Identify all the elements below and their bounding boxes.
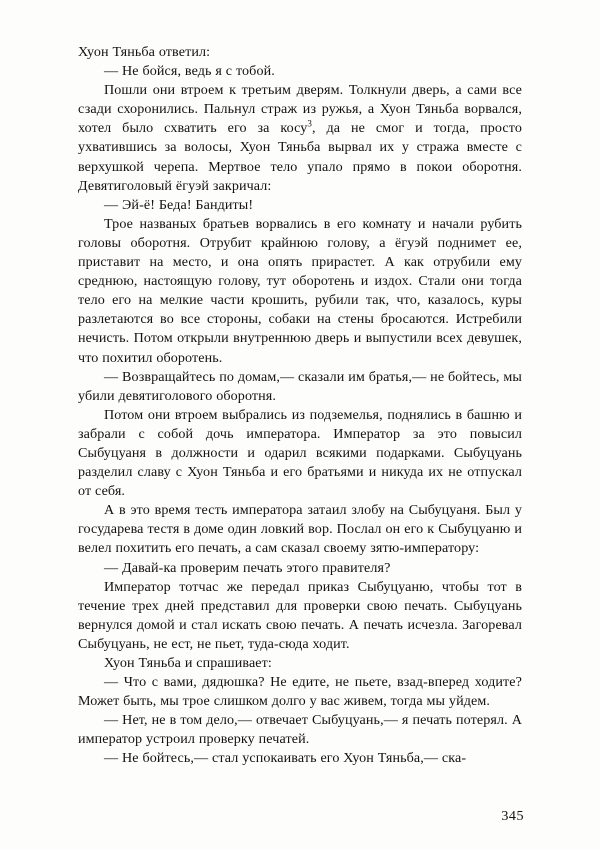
- page-number: 345: [501, 808, 524, 824]
- page-text-block: [78, 43, 522, 769]
- paragraph: — Не бойтесь,— стал успокаивать его Хуон Тяньба,— ска-: [104, 750, 467, 767]
- paragraph-with-footnote: [78, 81, 522, 196]
- paragraph: Потом они втроем выбрались из подземелья, поднялись в башню и забрали с собой дочь императора. Император за это повысил Сыбуцуаня в должности и одарил всякими подарками. Сыбуцуань разделил славу с Хуон Тяньба и его братьями и никуда их не отпускал от себя.: [78, 406, 522, 500]
- paragraph: — Что с вами, дядюшка? Не едите, не пьете, взад-вперед ходите? Может быть, мы трое слишком долго у вас живем, тогда мы уйдем.: [78, 674, 522, 710]
- paragraph: Император тотчас же передал приказ Сыбуцуаню, чтобы тот в течение трех дней представил для проверки свою печать. Сыбуцуань вернулся домой и стал искать свою печать. А печать исчезла. Загоревал Сыбуцуань, не ест, не пьет, туда-сюда ходит.: [78, 578, 522, 652]
- paragraph: — Давай-ка проверим печать этого правителя?: [104, 559, 391, 576]
- paragraph: — Нет, не в том дело,— отвечает Сыбуцуань,— я печать потерял. А император устроил проверку печатей.: [78, 712, 522, 748]
- footnote-marker: 3: [307, 118, 313, 129]
- paragraph: Хуон Тяньба ответил:: [78, 44, 211, 60]
- paragraph: Хуон Тяньба и спрашивает:: [104, 655, 272, 671]
- paragraph: — Не бойся, ведь я с тобой.: [104, 63, 275, 80]
- paragraph-text-continued: , да не смог и тогда, просто ухватившись за волосы, Хуон Тяньба вырвал их у стража вместе с верхушкой черепа. Мертвое тело упало прямо в покои оборотня. Девятиголовый ёгуэй закричал:: [78, 120, 522, 194]
- paragraph-text: Пошли они втроем к третьим дверям. Толкнули дверь, а сами все сзади схоронились. Пальнул страж из ружья, а Хуон Тяньба ворвался, хотел было схватить его за косу: [78, 82, 522, 137]
- paragraph: — Возвращайтесь по домам,— сказали им братья,— не бойтесь, мы убили девятиголового оборотня.: [78, 368, 522, 404]
- paragraph: — Эй-ё! Беда! Бандиты!: [104, 196, 254, 213]
- paragraph: А в это время тесть императора затаил злобу на Сыбуцуаня. Был у государева тестя в доме один ловкий вор. Послал он его к Сыбуцуаню и велел похитить его печать, а сам сказал своему зятю-императору:: [78, 502, 522, 557]
- paragraph: Трое названых братьев ворвались в его комнату и начали рубить головы оборотня. Отрубит крайнюю голову, а ёгуэй поднимет ее, приставит на место, и она опять прирастет. А как отрубили ему среднюю, настоящую голову, тут оборотень и издох. Стали они тогда тело его на мелкие части крошить, рубили так, что, казалось, куры разлетаются во все стороны, собаки на стены бросаются. Истребили нечисть. Потом открыли внутреннюю дверь и выпустили всех девушек, что похитил оборотень.: [78, 215, 522, 366]
